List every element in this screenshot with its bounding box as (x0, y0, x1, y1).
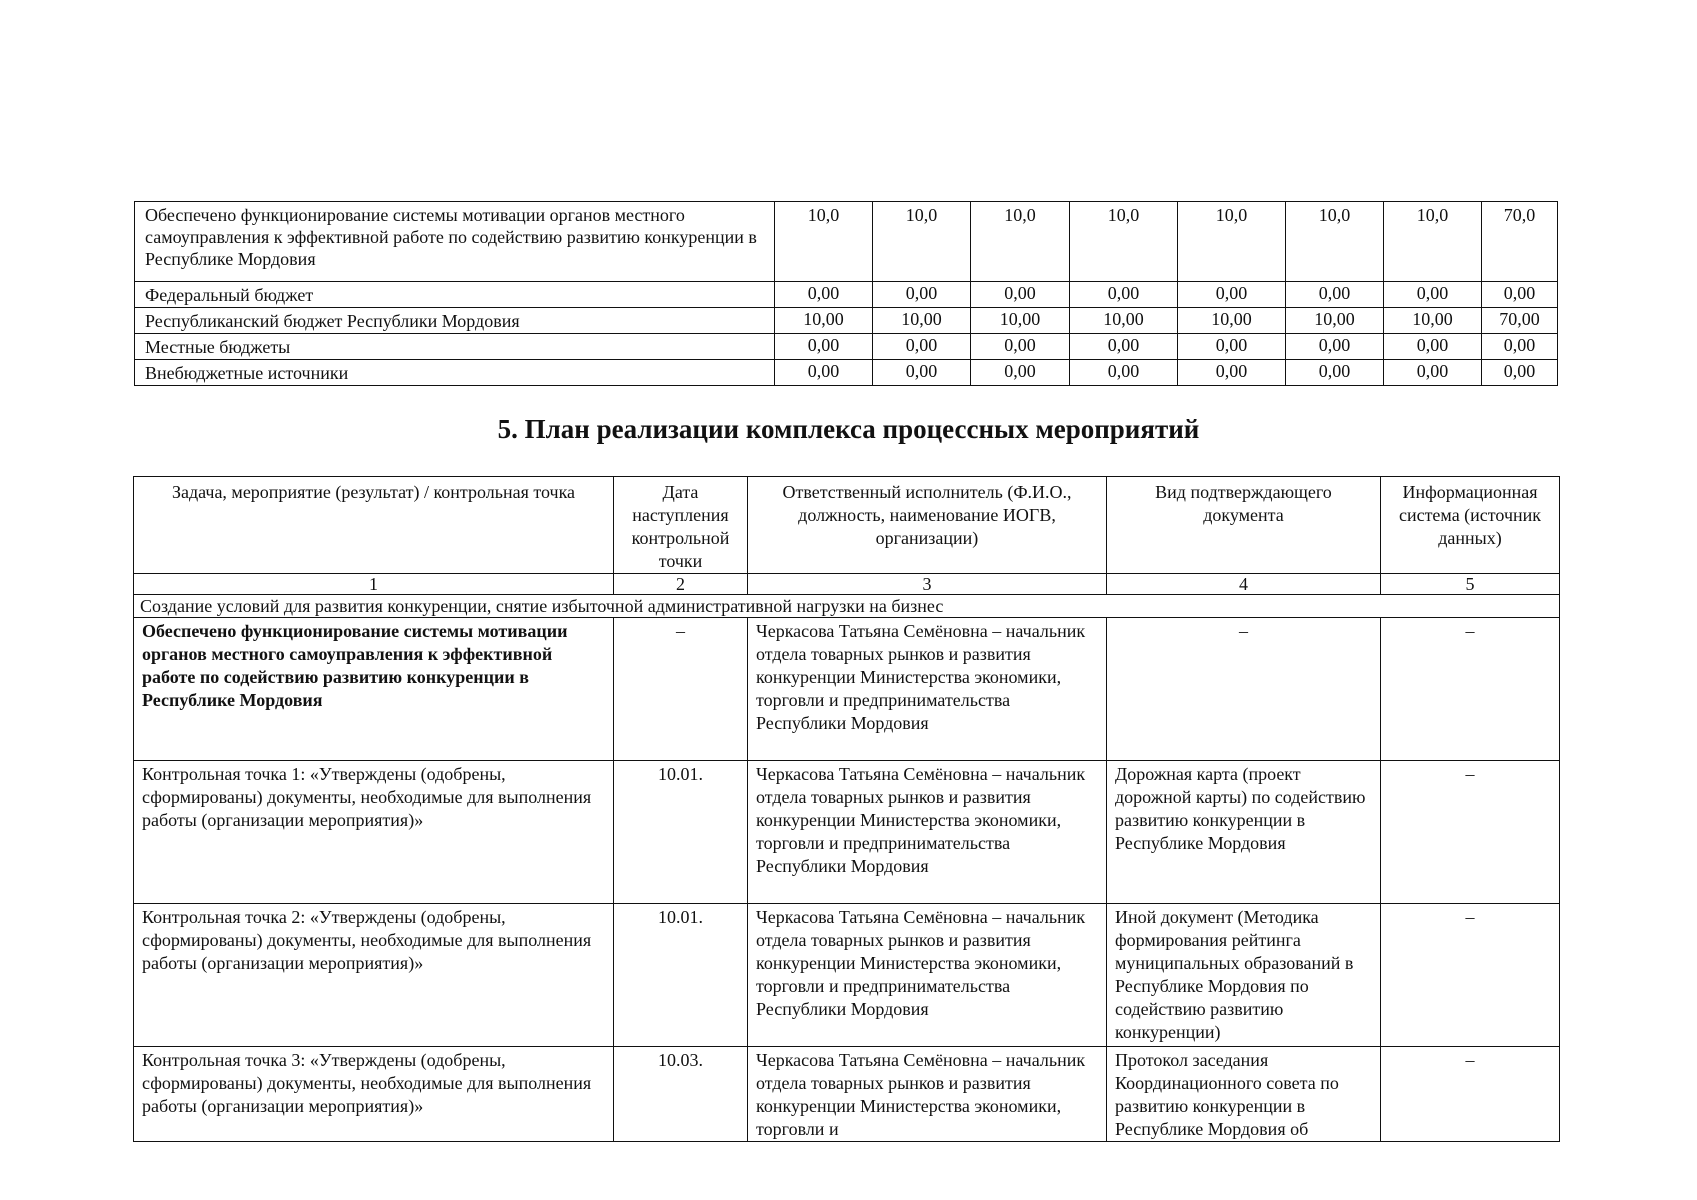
task-cell: Обеспечено функционирование системы мотивации органов местного самоуправления к эффективной работе по содействию развитию конкуренции в Республике Мордовия (134, 618, 614, 761)
funding-value: 10,0 (971, 202, 1070, 282)
funding-table (134, 201, 1558, 386)
funding-value: 10,00 (1070, 308, 1178, 334)
column-number: 4 (1107, 574, 1381, 595)
document-cell: Протокол заседания Координационного совета по развитию конкуренции в Республике Мордовия об (1107, 1047, 1381, 1142)
funding-row (135, 334, 1558, 360)
funding-table-body (135, 202, 1558, 386)
funding-value: 10,00 (1384, 308, 1482, 334)
responsible-cell: Черкасова Татьяна Семёновна – начальник отдела товарных рынков и развития конкуренции Министерства экономики, торговли и (748, 1047, 1107, 1142)
funding-value: 0,00 (873, 334, 971, 360)
column-number: 1 (134, 574, 614, 595)
header-responsible: Ответственный исполнитель (Ф.И.О., должность, наименование ИОГВ, организации) (748, 477, 1107, 574)
date-cell: – (614, 618, 748, 761)
plan-row-checkpoint-1 (134, 761, 1560, 904)
funding-value: 10,00 (873, 308, 971, 334)
header-document: Вид подтверждающего документа (1107, 477, 1381, 574)
task-cell: Контрольная точка 1: «Утверждены (одобрены, сформированы) документы, необходимые для выполнения работы (организации мероприятия)» (134, 761, 614, 904)
date-cell: 10.01. (614, 904, 748, 1047)
funding-source-label: Местные бюджеты (135, 334, 775, 360)
funding-value: 10,0 (1286, 202, 1384, 282)
column-number: 2 (614, 574, 748, 595)
funding-row (135, 308, 1558, 334)
document-cell: Иной документ (Методика формирования рейтинга муниципальных образований в Республике Мордовия по содействию развитию конкуренции) (1107, 904, 1381, 1047)
document-cell: – (1107, 618, 1381, 761)
funding-row (135, 282, 1558, 308)
funding-row (135, 360, 1558, 386)
funding-value: 0,00 (873, 360, 971, 386)
plan-row-checkpoint-2 (134, 904, 1560, 1047)
funding-source-label: Республиканский бюджет Республики Мордовия (135, 308, 775, 334)
funding-value: 0,00 (971, 282, 1070, 308)
funding-value: 70,0 (1482, 202, 1558, 282)
responsible-cell: Черкасова Татьяна Семёновна – начальник отдела товарных рынков и развития конкуренции Министерства экономики, торговли и предпринимательства Республики Мордовия (748, 618, 1107, 761)
plan-header-row (134, 477, 1560, 574)
date-cell: 10.03. (614, 1047, 748, 1142)
system-cell: – (1381, 1047, 1560, 1142)
funding-value: 0,00 (1286, 360, 1384, 386)
header-date: Дата наступления контрольной точки (614, 477, 748, 574)
funding-value: 10,00 (1178, 308, 1286, 334)
funding-value: 0,00 (1070, 282, 1178, 308)
funding-value: 70,00 (1482, 308, 1558, 334)
funding-value: 0,00 (1384, 282, 1482, 308)
funding-value: 0,00 (1482, 334, 1558, 360)
responsible-cell: Черкасова Татьяна Семёновна – начальник отдела товарных рынков и развития конкуренции Министерства экономики, торговли и предпринимательства Республики Мордовия (748, 761, 1107, 904)
header-system: Информационная система (источник данных) (1381, 477, 1560, 574)
plan-row-activity (134, 618, 1560, 761)
funding-source-label: Федеральный бюджет (135, 282, 775, 308)
funding-value: 10,0 (775, 202, 873, 282)
group-row (134, 595, 1560, 618)
funding-value: 0,00 (1384, 334, 1482, 360)
funding-value: 0,00 (1384, 360, 1482, 386)
funding-value: 0,00 (1482, 282, 1558, 308)
system-cell: – (1381, 904, 1560, 1047)
document-cell: Дорожная карта (проект дорожной карты) по содействию развитию конкуренции в Республике Мордовия (1107, 761, 1381, 904)
funding-value: 0,00 (1482, 360, 1558, 386)
funding-value: 0,00 (1286, 282, 1384, 308)
system-cell: – (1381, 618, 1560, 761)
funding-value: 0,00 (873, 282, 971, 308)
funding-value: 10,0 (1384, 202, 1482, 282)
funding-source-label: Обеспечено функционирование системы мотивации органов местного самоуправления к эффективной работе по содействию развитию конкуренции в Республике Мордовия (135, 202, 775, 282)
funding-value: 10,00 (1286, 308, 1384, 334)
funding-value: 10,0 (1178, 202, 1286, 282)
funding-value: 0,00 (775, 282, 873, 308)
task-cell: Контрольная точка 2: «Утверждены (одобрены, сформированы) документы, необходимые для выполнения работы (организации мероприятия)» (134, 904, 614, 1047)
funding-value: 10,00 (971, 308, 1070, 334)
responsible-cell: Черкасова Татьяна Семёновна – начальник отдела товарных рынков и развития конкуренции Министерства экономики, торговли и предпринимательства Республики Мордовия (748, 904, 1107, 1047)
task-cell: Контрольная точка 3: «Утверждены (одобрены, сформированы) документы, необходимые для выполнения работы (организации мероприятия)» (134, 1047, 614, 1142)
column-number: 5 (1381, 574, 1560, 595)
funding-value: 10,0 (873, 202, 971, 282)
funding-row (135, 202, 1558, 282)
column-number: 3 (748, 574, 1107, 595)
funding-value: 0,00 (971, 334, 1070, 360)
funding-value: 0,00 (1178, 360, 1286, 386)
plan-row-checkpoint-3 (134, 1047, 1560, 1142)
column-number-row (134, 574, 1560, 595)
funding-value: 0,00 (971, 360, 1070, 386)
system-cell: – (1381, 761, 1560, 904)
group-title: Создание условий для развития конкуренции, снятие избыточной административной нагрузки на бизнес (134, 595, 1560, 618)
funding-value: 10,00 (775, 308, 873, 334)
date-cell: 10.01. (614, 761, 748, 904)
funding-value: 0,00 (1178, 334, 1286, 360)
funding-value: 10,0 (1070, 202, 1178, 282)
funding-value: 0,00 (775, 360, 873, 386)
header-task: Задача, мероприятие (результат) / контрольная точка (134, 477, 614, 574)
funding-value: 0,00 (1286, 334, 1384, 360)
plan-table (133, 476, 1560, 1142)
section-title: 5. План реализации комплекса процессных мероприятий (497, 414, 1200, 444)
funding-value: 0,00 (775, 334, 873, 360)
funding-value: 0,00 (1178, 282, 1286, 308)
funding-value: 0,00 (1070, 334, 1178, 360)
funding-value: 0,00 (1070, 360, 1178, 386)
funding-source-label: Внебюджетные источники (135, 360, 775, 386)
